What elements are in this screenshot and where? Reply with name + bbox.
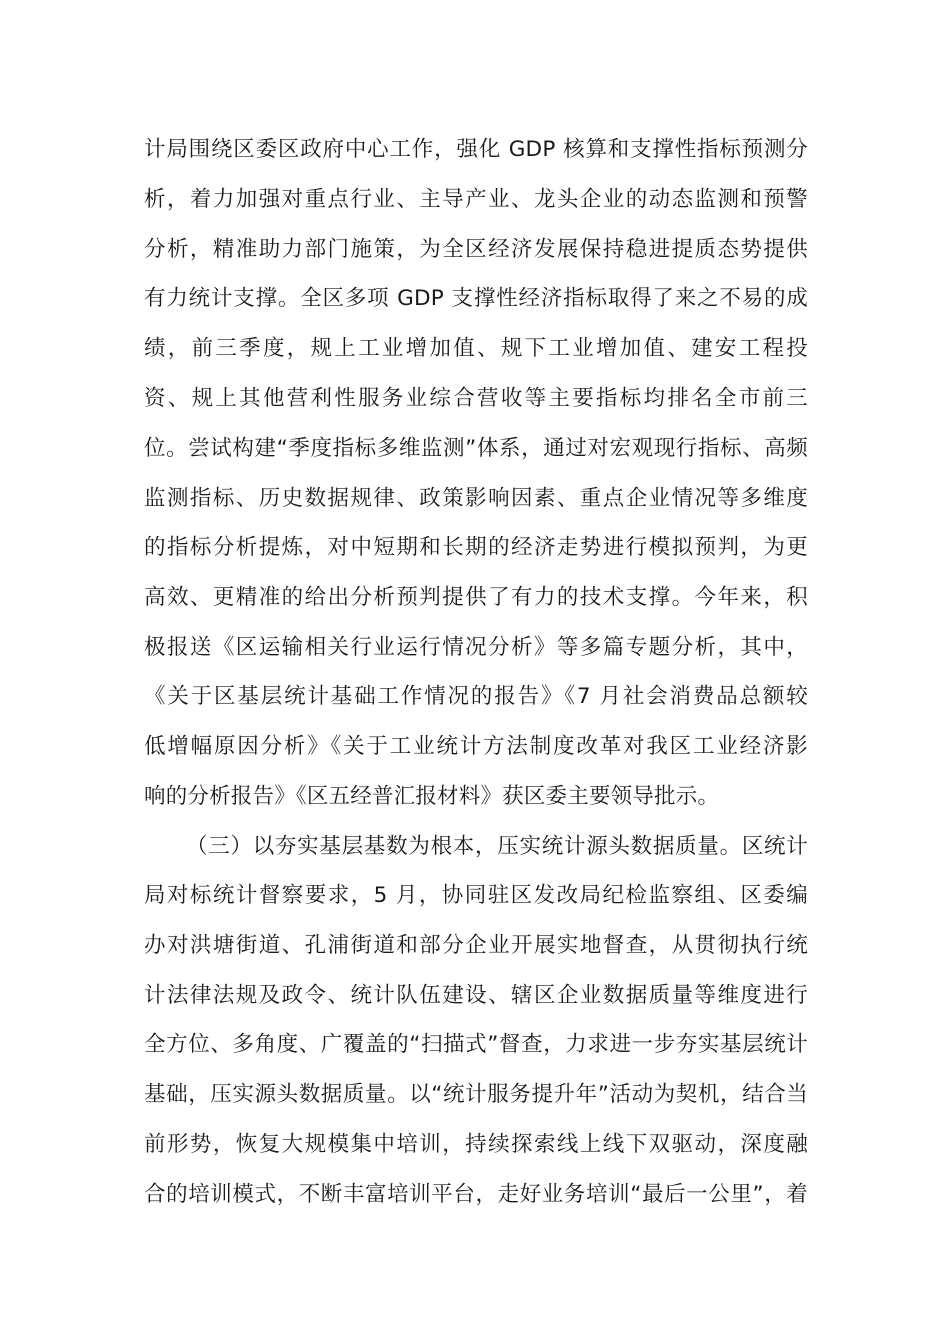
text-line: 计法律法规及政令、统计队伍建设、辖区企业数据质量等维度进行 (144, 983, 808, 1008)
text-line: 局对标统计督察要求，5 月，协同驻区发改局纪检监察组、区委编 (144, 883, 808, 908)
text-line: 位。尝试构建“季度指标多维监测”体系，通过对宏观现行指标、高频 (144, 436, 808, 461)
text-line: 极报送《区运输相关行业运行情况分析》等多篇专题分析，其中， (144, 635, 808, 660)
text-line: 低增幅原因分析》《关于工业统计方法制度改革对我区工业经济影 (144, 734, 808, 759)
text-line: 的指标分析提炼，对中短期和长期的经济走势进行模拟预判，为更 (144, 535, 808, 560)
text-line: 析，着力加强对重点行业、主导产业、龙头企业的动态监测和预警 (144, 187, 808, 212)
text-line: 高效、更精准的给出分析预判提供了有力的技术支撑。今年来，积 (144, 585, 808, 610)
text-line: 绩，前三季度，规上工业增加值、规下工业增加值、建安工程投 (144, 336, 808, 361)
text-line: 有力统计支撑。全区多项 GDP 支撑性经济指标取得了来之不易的成 (144, 286, 808, 311)
text-line: 合的培训模式，不断丰富培训平台，走好业务培训“最后一公里”，着 (144, 1182, 808, 1207)
text-line: 基础，压实源头数据质量。以“统计服务提升年”活动为契机，结合当 (144, 1082, 808, 1107)
text-line: 监测指标、历史数据规律、政策影响因素、重点企业情况等多维度 (144, 486, 808, 511)
text-line: 资、规上其他营利性服务业综合营收等主要指标均排名全市前三 (144, 386, 808, 411)
text-line: 办对洪塘街道、孔浦街道和部分企业开展实地督查，从贯彻执行统 (144, 933, 808, 958)
text-line: 分析，精准助力部门施策，为全区经济发展保持稳进提质态势提供 (144, 237, 808, 262)
text-line: 《关于区基层统计基础工作情况的报告》《7 月社会消费品总额较 (144, 684, 808, 709)
text-line: 计局围绕区委区政府中心工作，强化 GDP 核算和支撑性指标预测分 (144, 137, 808, 162)
text-line: 全方位、多角度、广覆盖的“扫描式”督查，力求进一步夯实基层统计 (144, 1032, 808, 1057)
text-line: 响的分析报告》《区五经普汇报材料》获区委主要领导批示。 (144, 784, 720, 809)
text-line: 前形势，恢复大规模集中培训，持续探索线上线下双驱动，深度融 (144, 1132, 808, 1157)
section-heading-line: （三）以夯实基层基数为根本，压实统计源头数据质量。区统计 (186, 834, 808, 859)
